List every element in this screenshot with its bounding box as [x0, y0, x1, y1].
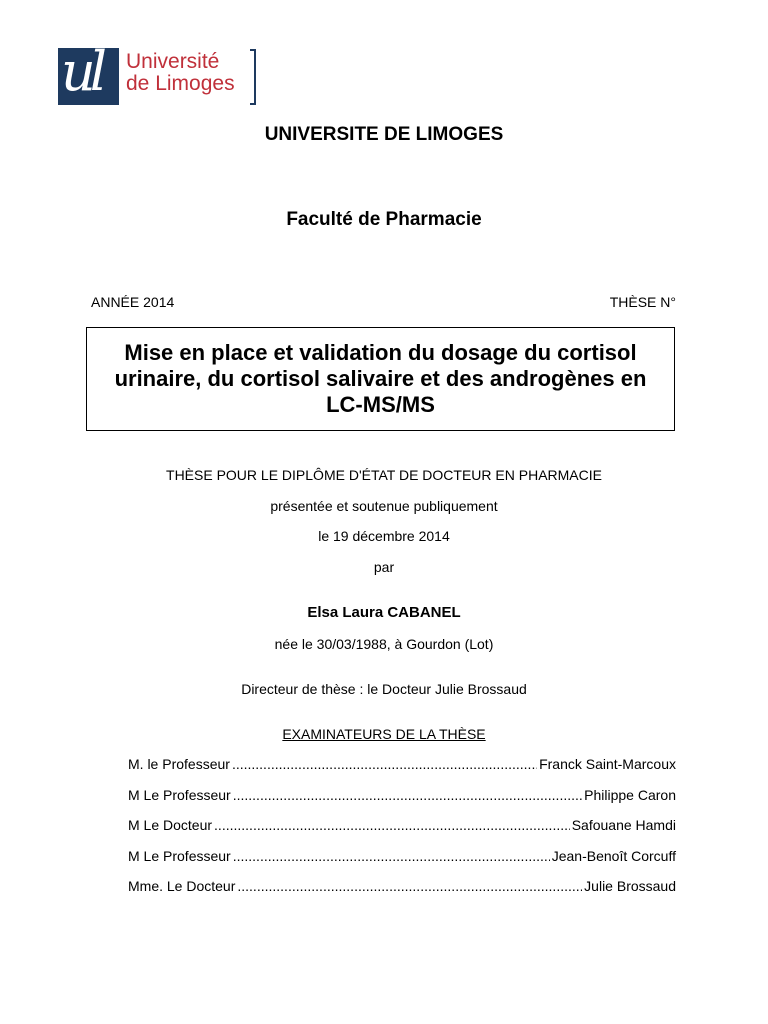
examiner-title: M Le Docteur — [128, 817, 213, 833]
logo-line-1: Université — [126, 50, 220, 73]
examiner-title: M Le Professeur — [128, 848, 231, 864]
examiner-row — [128, 848, 676, 864]
year-label: ANNÉE 2014 — [91, 294, 175, 310]
thesis-title: Mise en place et validation du dosage du cortisol urinaire, du cortisol salivaire et des androgènes en LC-MS/MS — [114, 340, 647, 417]
date-line: le 19 décembre 2014 — [318, 528, 450, 544]
examiner-name: Philippe Caron — [584, 787, 676, 803]
leader-dots — [214, 817, 570, 833]
thesis-number-label: THÈSE N° — [609, 294, 676, 310]
thesis-title-box — [86, 327, 675, 431]
university-logo — [58, 47, 258, 107]
examiner-name: Safouane Hamdi — [571, 817, 676, 833]
leader-dots — [237, 878, 582, 894]
leader-dots — [233, 787, 582, 803]
logo-line-2: de Limoges — [126, 72, 235, 95]
examiner-name: Julie Brossaud — [584, 878, 676, 894]
leader-dots — [232, 756, 537, 772]
diploma-line: THÈSE POUR LE DIPLÔME D'ÉTAT DE DOCTEUR EN PHARMACIE — [166, 467, 602, 483]
examiner-title: M Le Professeur — [128, 787, 231, 803]
examiner-row — [128, 878, 676, 894]
leader-dots — [233, 848, 550, 864]
logo-monogram: ul — [58, 48, 119, 105]
examiner-name: Jean-Benoît Corcuff — [551, 848, 676, 864]
examiner-title: Mme. Le Docteur — [128, 878, 236, 894]
birth-line: née le 30/03/1988, à Gourdon (Lot) — [274, 636, 494, 652]
examiner-row — [128, 756, 676, 772]
director-line: Directeur de thèse : le Docteur Julie Brossaud — [241, 681, 527, 697]
by-line: par — [373, 559, 395, 575]
examiner-name: Franck Saint-Marcoux — [539, 756, 676, 772]
logo-bracket — [250, 49, 256, 105]
author-name: Elsa Laura CABANEL — [307, 604, 461, 621]
faculty-title: Faculté de Pharmacie — [286, 209, 482, 230]
examiner-row — [128, 817, 676, 833]
university-title: UNIVERSITE DE LIMOGES — [264, 124, 504, 145]
examiners-heading: EXAMINATEURS DE LA THÈSE — [282, 726, 486, 742]
examiner-row — [128, 787, 676, 803]
examiner-title: M. le Professeur — [128, 756, 230, 772]
logo-text — [126, 51, 235, 95]
presented-line: présentée et soutenue publiquement — [270, 498, 498, 514]
